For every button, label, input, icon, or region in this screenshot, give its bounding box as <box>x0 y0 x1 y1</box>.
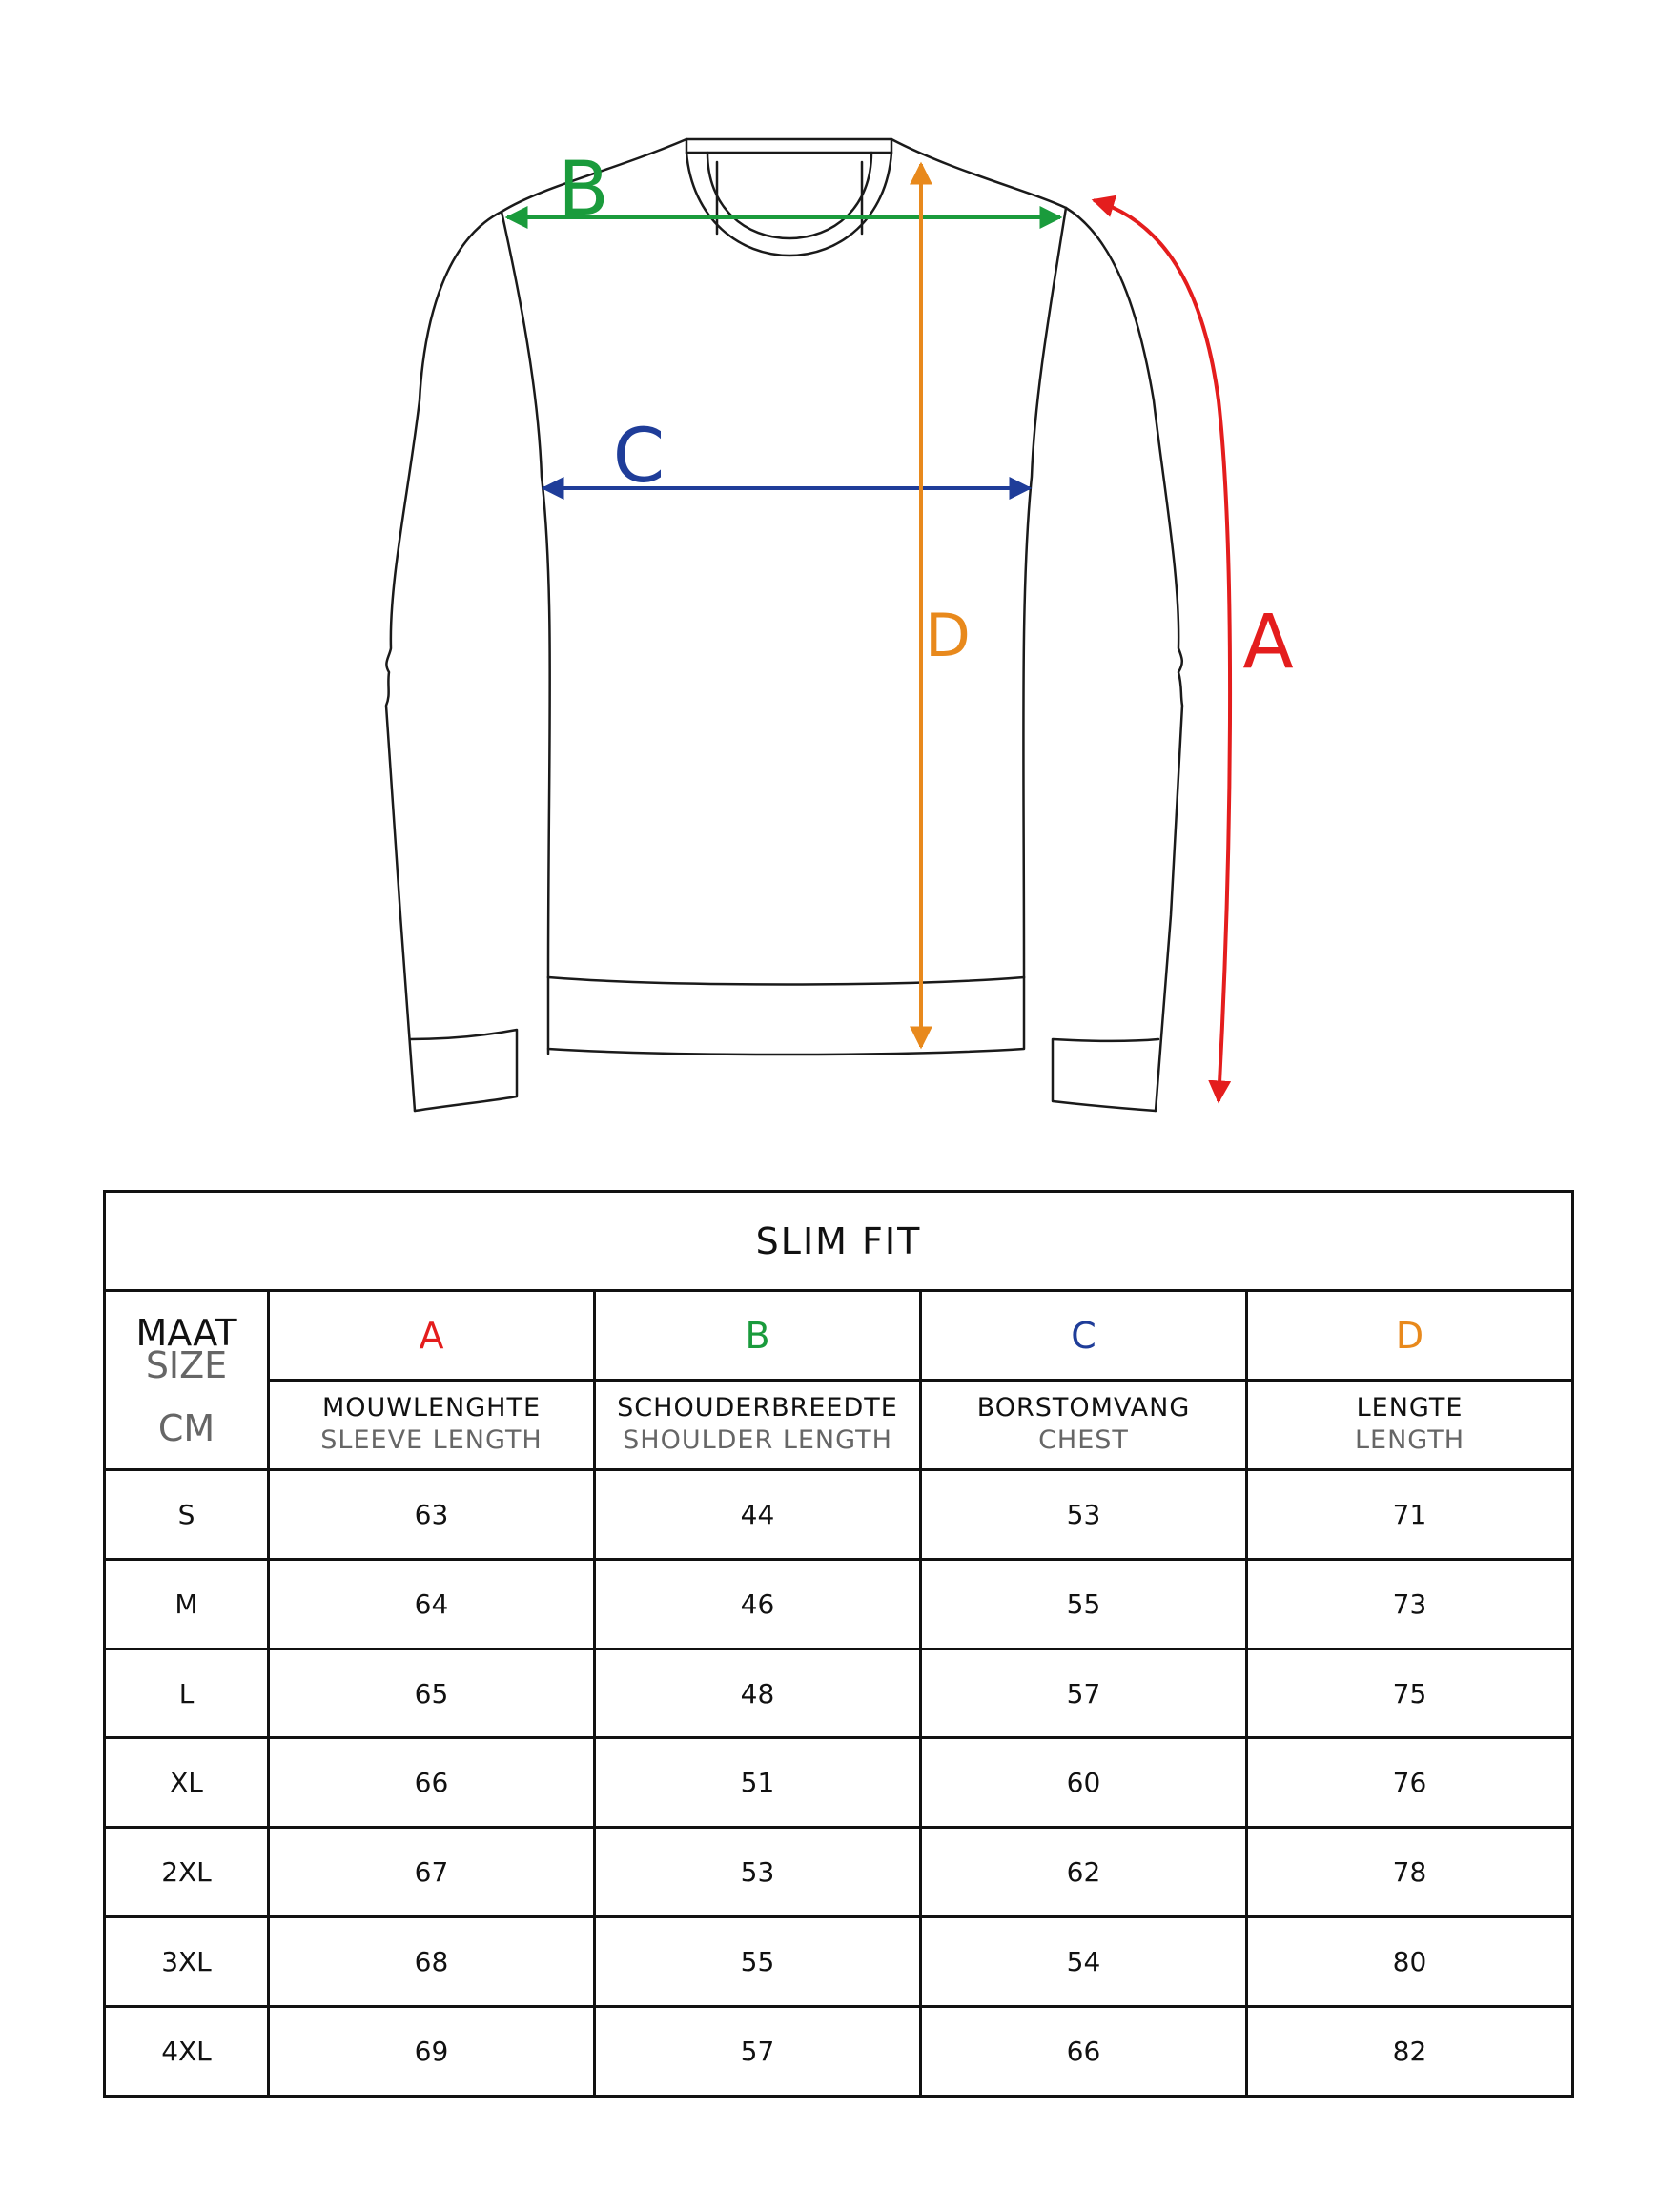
sweater-outline <box>386 139 1182 1111</box>
column-header-c <box>921 1381 1247 1470</box>
table-row <box>105 1559 1573 1649</box>
table-cell: 69 <box>269 2007 595 2097</box>
size-header-cell <box>105 1291 269 1470</box>
table-row <box>105 1469 1573 1559</box>
table-row <box>105 1828 1573 1917</box>
table-cell: 66 <box>269 1738 595 1828</box>
column-header-a <box>269 1381 595 1470</box>
table-cell: 55 <box>595 1917 921 2007</box>
size-cell: XL <box>105 1738 269 1828</box>
table-cell: 53 <box>921 1469 1247 1559</box>
measure-b-label: B <box>558 147 609 233</box>
column-letter-c: C <box>921 1291 1247 1381</box>
size-cell: 2XL <box>105 1828 269 1917</box>
column-header-d <box>1247 1381 1573 1470</box>
table-cell: 73 <box>1247 1559 1573 1649</box>
size-header-unit: CM <box>157 1406 215 1449</box>
table-row <box>105 1917 1573 2007</box>
table-row <box>105 1738 1573 1828</box>
column-en-b: SHOULDER LENGTH <box>623 1425 892 1456</box>
table-cell: 67 <box>269 1828 595 1917</box>
size-cell: 3XL <box>105 1917 269 2007</box>
table-cell: 78 <box>1247 1828 1573 1917</box>
table-cell: 68 <box>269 1917 595 2007</box>
size-cell: S <box>105 1469 269 1559</box>
column-en-a: SLEEVE LENGTH <box>320 1425 543 1456</box>
table-title: SLIM FIT <box>105 1192 1573 1291</box>
table-cell: 44 <box>595 1469 921 1559</box>
table-cell: 63 <box>269 1469 595 1559</box>
column-nl-a: MOUWLENGHTE <box>321 1393 542 1423</box>
table-cell: 66 <box>921 2007 1247 2097</box>
table-cell: 46 <box>595 1559 921 1649</box>
column-letter-b: B <box>595 1291 921 1381</box>
column-letter-d: D <box>1247 1291 1573 1381</box>
table-row <box>105 1649 1573 1738</box>
table-cell: 82 <box>1247 2007 1573 2097</box>
column-nl-d: LENGTE <box>1356 1393 1464 1423</box>
measure-c-label: C <box>612 414 666 500</box>
table-cell: 57 <box>595 2007 921 2097</box>
table-cell: 53 <box>595 1828 921 1917</box>
column-nl-b: SCHOUDERBREEDTE <box>617 1393 898 1423</box>
column-en-c: CHEST <box>1038 1425 1129 1456</box>
table-cell: 57 <box>921 1649 1247 1738</box>
table-cell: 55 <box>921 1559 1247 1649</box>
table-cell: 76 <box>1247 1738 1573 1828</box>
column-en-d: LENGTH <box>1354 1425 1465 1456</box>
measure-d-label: D <box>925 601 971 670</box>
measure-a-arrow <box>1094 200 1230 1101</box>
size-header-maat: MAAT <box>135 1311 237 1354</box>
column-letter-a: A <box>269 1291 595 1381</box>
size-chart-table <box>103 1190 1574 2098</box>
column-header-b <box>595 1381 921 1470</box>
size-cell: L <box>105 1649 269 1738</box>
measure-a-label: A <box>1242 600 1294 686</box>
size-cell: M <box>105 1559 269 1649</box>
table-cell: 64 <box>269 1559 595 1649</box>
table-cell: 65 <box>269 1649 595 1738</box>
table-cell: 54 <box>921 1917 1247 2007</box>
table-row <box>105 2007 1573 2097</box>
table-cell: 71 <box>1247 1469 1573 1559</box>
size-header-size: SIZE <box>145 1343 228 1386</box>
column-nl-c: BORSTOMVANG <box>976 1393 1191 1423</box>
table-cell: 75 <box>1247 1649 1573 1738</box>
table-cell: 51 <box>595 1738 921 1828</box>
table-cell: 62 <box>921 1828 1247 1917</box>
table-cell: 60 <box>921 1738 1247 1828</box>
size-cell: 4XL <box>105 2007 269 2097</box>
table-cell: 80 <box>1247 1917 1573 2007</box>
table-cell: 48 <box>595 1649 921 1738</box>
